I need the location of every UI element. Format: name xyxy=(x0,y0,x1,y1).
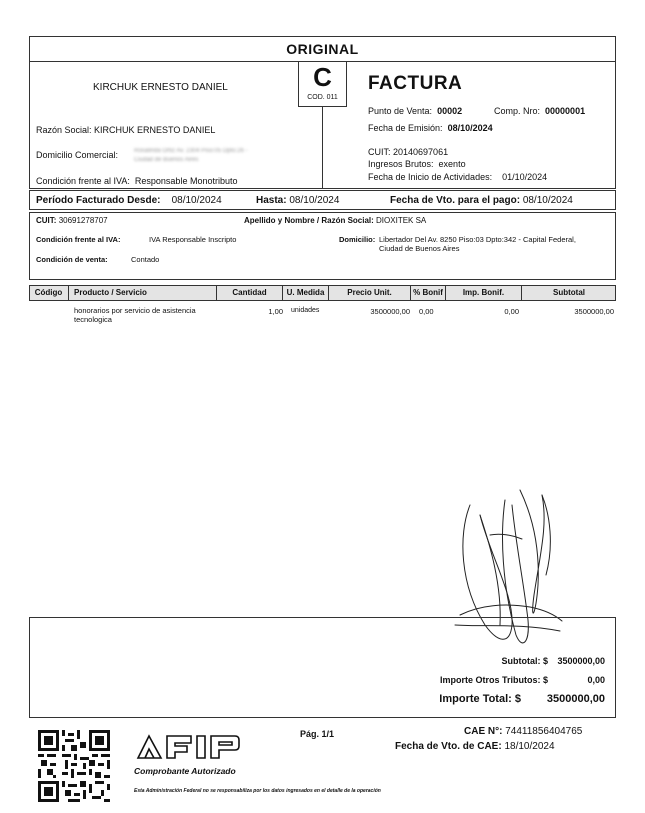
issuer-razon-value: KIRCHUK ERNESTO DANIEL xyxy=(94,125,216,135)
issuer-cuit-label: CUIT: xyxy=(368,147,391,157)
qr-code xyxy=(38,730,110,802)
client-name xyxy=(244,216,426,225)
pv-label: Punto de Venta: xyxy=(368,106,433,116)
ingresos-brutos xyxy=(368,159,466,169)
cae-vto-value: 18/10/2024 xyxy=(504,741,555,752)
row-bonif-imp: 0,00 xyxy=(504,307,519,316)
period-desde xyxy=(36,195,222,206)
col-header-bonif-pct: % Bonif xyxy=(411,285,446,301)
issuer-razon-social xyxy=(36,125,215,135)
page-number: Pág. 1/1 xyxy=(300,729,335,739)
col-header-producto: Producto / Servicio xyxy=(69,285,217,301)
cae-vto-label: Fecha de Vto. de CAE: xyxy=(395,741,502,752)
row-cantidad: 1,00 xyxy=(268,307,283,316)
fecha-emision xyxy=(368,123,493,133)
issuer-domicilio-label: Domicilio Comercial: xyxy=(36,150,119,160)
cae-value: 74411856404765 xyxy=(505,726,583,737)
period-row xyxy=(29,190,616,210)
comp-label: Comp. Nro: xyxy=(494,106,541,116)
col-header-codigo: Código xyxy=(29,285,69,301)
importe-total-label: Importe Total: $ xyxy=(439,693,521,705)
client-domicilio-line1: Libertador Del Av. 8250 Piso:03 Dpto:342 - Capital Federal, xyxy=(379,235,576,244)
col-header-cantidad: Cantidad xyxy=(217,285,283,301)
period-vto xyxy=(390,195,573,206)
issuer-domicilio-line2: Ciudad de Buenos Aires xyxy=(134,157,199,163)
row-producto xyxy=(74,306,196,324)
client-cuit xyxy=(36,216,108,225)
fecha-value: 08/10/2024 xyxy=(447,123,493,133)
client-iva-value: IVA Responsable Inscripto xyxy=(149,235,237,244)
inicio-label: Fecha de Inicio de Actividades: xyxy=(368,172,493,182)
issuer-domicilio-line1: Rosalinda Ortiz Av. 2304 Piso:05 Dpto:26 - xyxy=(134,148,248,154)
row-producto-line1: honorarios por servicio de asistencia xyxy=(74,306,196,315)
client-iva-label: Condición frente al IVA: xyxy=(36,235,121,244)
importe-total-value: 3500000,00 xyxy=(546,693,605,705)
comp-value: 00000001 xyxy=(545,106,586,116)
cae-vto xyxy=(395,741,555,752)
issuer-divider xyxy=(322,96,323,189)
subtotal-label: Subtotal: $ xyxy=(501,656,548,666)
row-subtotal: 3500000,00 xyxy=(574,307,614,316)
punto-de-venta xyxy=(368,106,462,116)
col-header-unidad: U. Medida xyxy=(283,285,329,301)
issuer-razon-label: Razón Social: xyxy=(36,125,92,135)
issuer-iva xyxy=(36,176,237,186)
hasta-label: Hasta: xyxy=(256,195,287,206)
row-producto-line2: tecnologica xyxy=(74,315,112,324)
copy-header xyxy=(29,36,616,62)
row-unidad: unidades xyxy=(291,307,320,314)
vto-label: Fecha de Vto. para el pago: xyxy=(390,195,521,206)
row-precio: 3500000,00 xyxy=(370,307,410,316)
iibb-value: exento xyxy=(438,159,466,169)
invoice-title: FACTURA xyxy=(368,73,463,94)
client-cuit-label: CUIT: xyxy=(36,216,57,225)
col-header-bonif-imp: Imp. Bonif. xyxy=(446,285,522,301)
row-bonif-pct: 0,00 xyxy=(419,307,434,316)
invoice-type-box xyxy=(298,61,347,107)
issuer-name: KIRCHUK ERNESTO DANIEL xyxy=(93,82,228,93)
issuer-iva-label: Condición frente al IVA: xyxy=(36,176,130,186)
fecha-label: Fecha de Emisión: xyxy=(368,123,443,133)
afip-disclaimer: Esta Administración Federal no se responsabiliza por los datos ingresados en el detalle de la operación xyxy=(134,788,381,794)
client-domicilio-line2: Ciudad de Buenos Aires xyxy=(379,244,460,253)
client-domicilio-label: Domicilio: xyxy=(339,235,376,244)
client-venta-label: Condición de venta: xyxy=(36,255,108,264)
otros-tributos-value: 0,00 xyxy=(587,675,605,685)
afip-logo xyxy=(135,734,241,760)
comprobante-autorizado: Comprobante Autorizado xyxy=(134,766,236,776)
col-header-precio: Precio Unit. xyxy=(329,285,411,301)
desde-value: 08/10/2024 xyxy=(171,195,222,206)
issuer-cuit xyxy=(368,147,448,157)
cae-number xyxy=(464,726,582,737)
col-header-subtotal: Subtotal xyxy=(553,288,585,297)
period-hasta xyxy=(256,195,339,206)
invoice-type-code: COD. 011 xyxy=(307,94,338,101)
client-name-value: DIOXITEK SA xyxy=(376,216,427,225)
client-cuit-value: 30691278707 xyxy=(58,216,108,225)
pv-value: 00002 xyxy=(437,106,463,116)
copy-label: ORIGINAL xyxy=(286,41,359,57)
cae-label: CAE N°: xyxy=(464,726,503,737)
invoice-type-letter: C xyxy=(313,62,332,92)
comp-nro xyxy=(494,106,585,116)
vto-value: 08/10/2024 xyxy=(522,195,573,206)
issuer-iva-value: Responsable Monotributo xyxy=(134,176,238,186)
inicio-actividades xyxy=(368,172,547,182)
client-venta-value: Contado xyxy=(131,255,160,264)
table-row xyxy=(29,306,616,328)
hasta-value: 08/10/2024 xyxy=(289,195,340,206)
otros-tributos-label: Importe Otros Tributos: $ xyxy=(439,675,548,685)
inicio-value: 01/10/2024 xyxy=(502,172,548,182)
subtotal-value: 3500000,00 xyxy=(557,656,605,666)
desde-label: Período Facturado Desde: xyxy=(36,195,161,206)
issuer-cuit-value: 20140697061 xyxy=(393,147,449,157)
client-name-label: Apellido y Nombre / Razón Social: xyxy=(244,216,374,225)
iibb-label: Ingresos Brutos: xyxy=(368,159,434,169)
